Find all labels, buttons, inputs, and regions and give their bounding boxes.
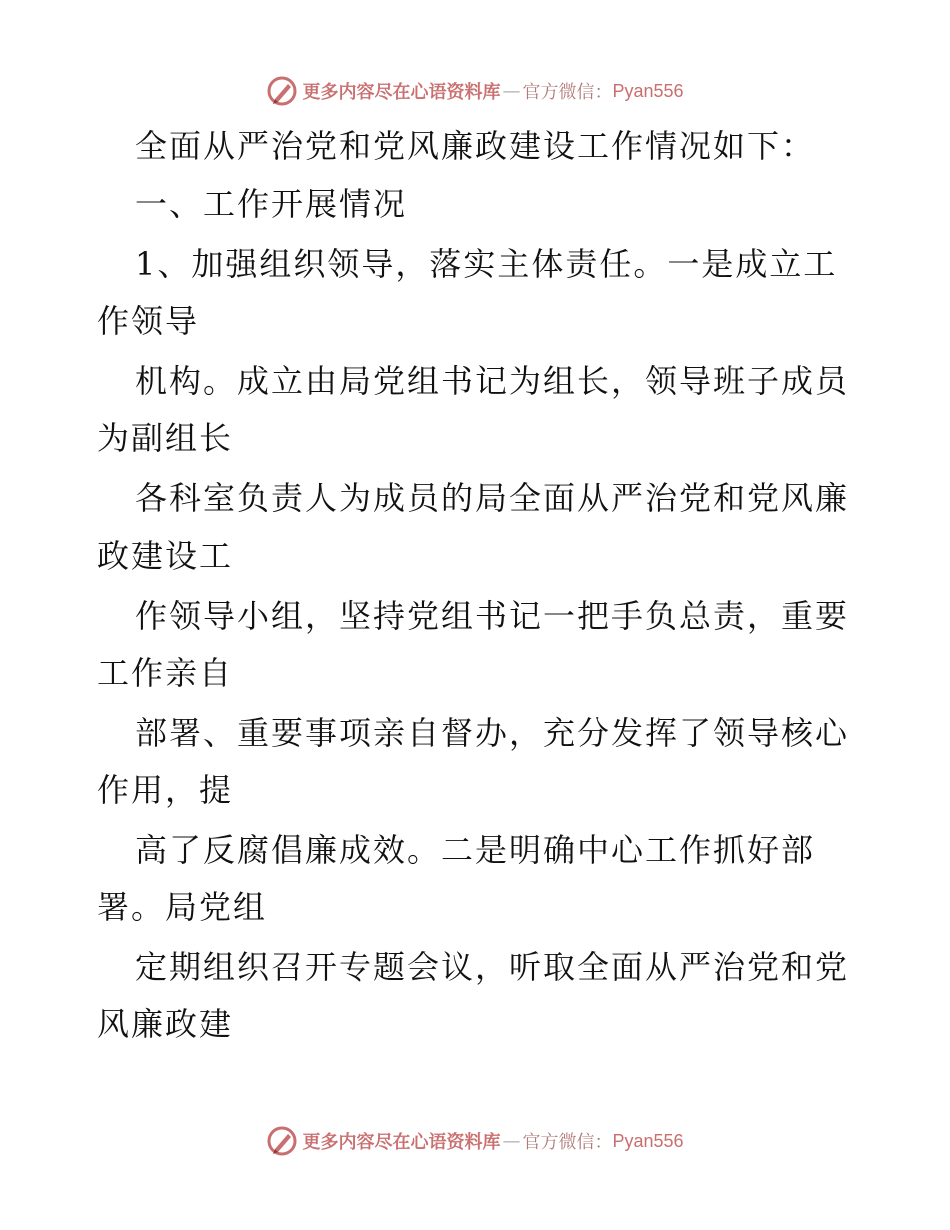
- doc-line: 为副组长: [97, 419, 234, 457]
- watermark-id: Pyan556: [612, 80, 684, 101]
- doc-line: 工作亲自: [97, 654, 234, 692]
- doc-line: 政建设工: [97, 537, 234, 575]
- watermark-subtext: 官方微信：: [522, 1132, 613, 1153]
- doc-line: 一、工作开展情况: [135, 185, 408, 223]
- header-watermark: [0, 71, 950, 111]
- watermark-text: 更多内容尽在心语资料库: [302, 1132, 501, 1153]
- pen-logo-icon: [266, 75, 298, 107]
- pen-logo-icon: [266, 1125, 298, 1157]
- doc-line: 作领导: [97, 302, 200, 340]
- doc-line: 定期组织召开专题会议，听取全面从严治党和党: [135, 948, 850, 986]
- watermark-dash: —: [502, 80, 521, 102]
- doc-line: 作领导小组，坚持党组书记一把手负总责，重要: [135, 597, 850, 635]
- doc-line: 机构。成立由局党组书记为组长，领导班子成员: [135, 362, 850, 400]
- watermark-dash: —: [502, 1130, 521, 1152]
- watermark-text: 更多内容尽在心语资料库: [302, 82, 501, 103]
- doc-line: 高了反腐倡廉成效。二是明确中心工作抓好部: [135, 831, 816, 869]
- doc-line: 1、加强组织领导，落实主体责任。一是成立工: [135, 245, 838, 283]
- doc-line: 风廉政建: [97, 1005, 234, 1043]
- doc-line: 部署、重要事项亲自督办，充分发挥了领导核心: [135, 714, 850, 752]
- doc-line: 署。局党组: [97, 888, 268, 926]
- doc-line: 各科室负责人为成员的局全面从严治党和党风廉: [135, 479, 850, 517]
- doc-line: 全面从严治党和党风廉政建设工作情况如下：: [135, 127, 816, 165]
- watermark-id: Pyan556: [612, 1130, 684, 1151]
- watermark-subtext: 官方微信：: [522, 82, 613, 103]
- doc-line: 作用，提: [97, 771, 234, 809]
- footer-watermark: [0, 1121, 950, 1161]
